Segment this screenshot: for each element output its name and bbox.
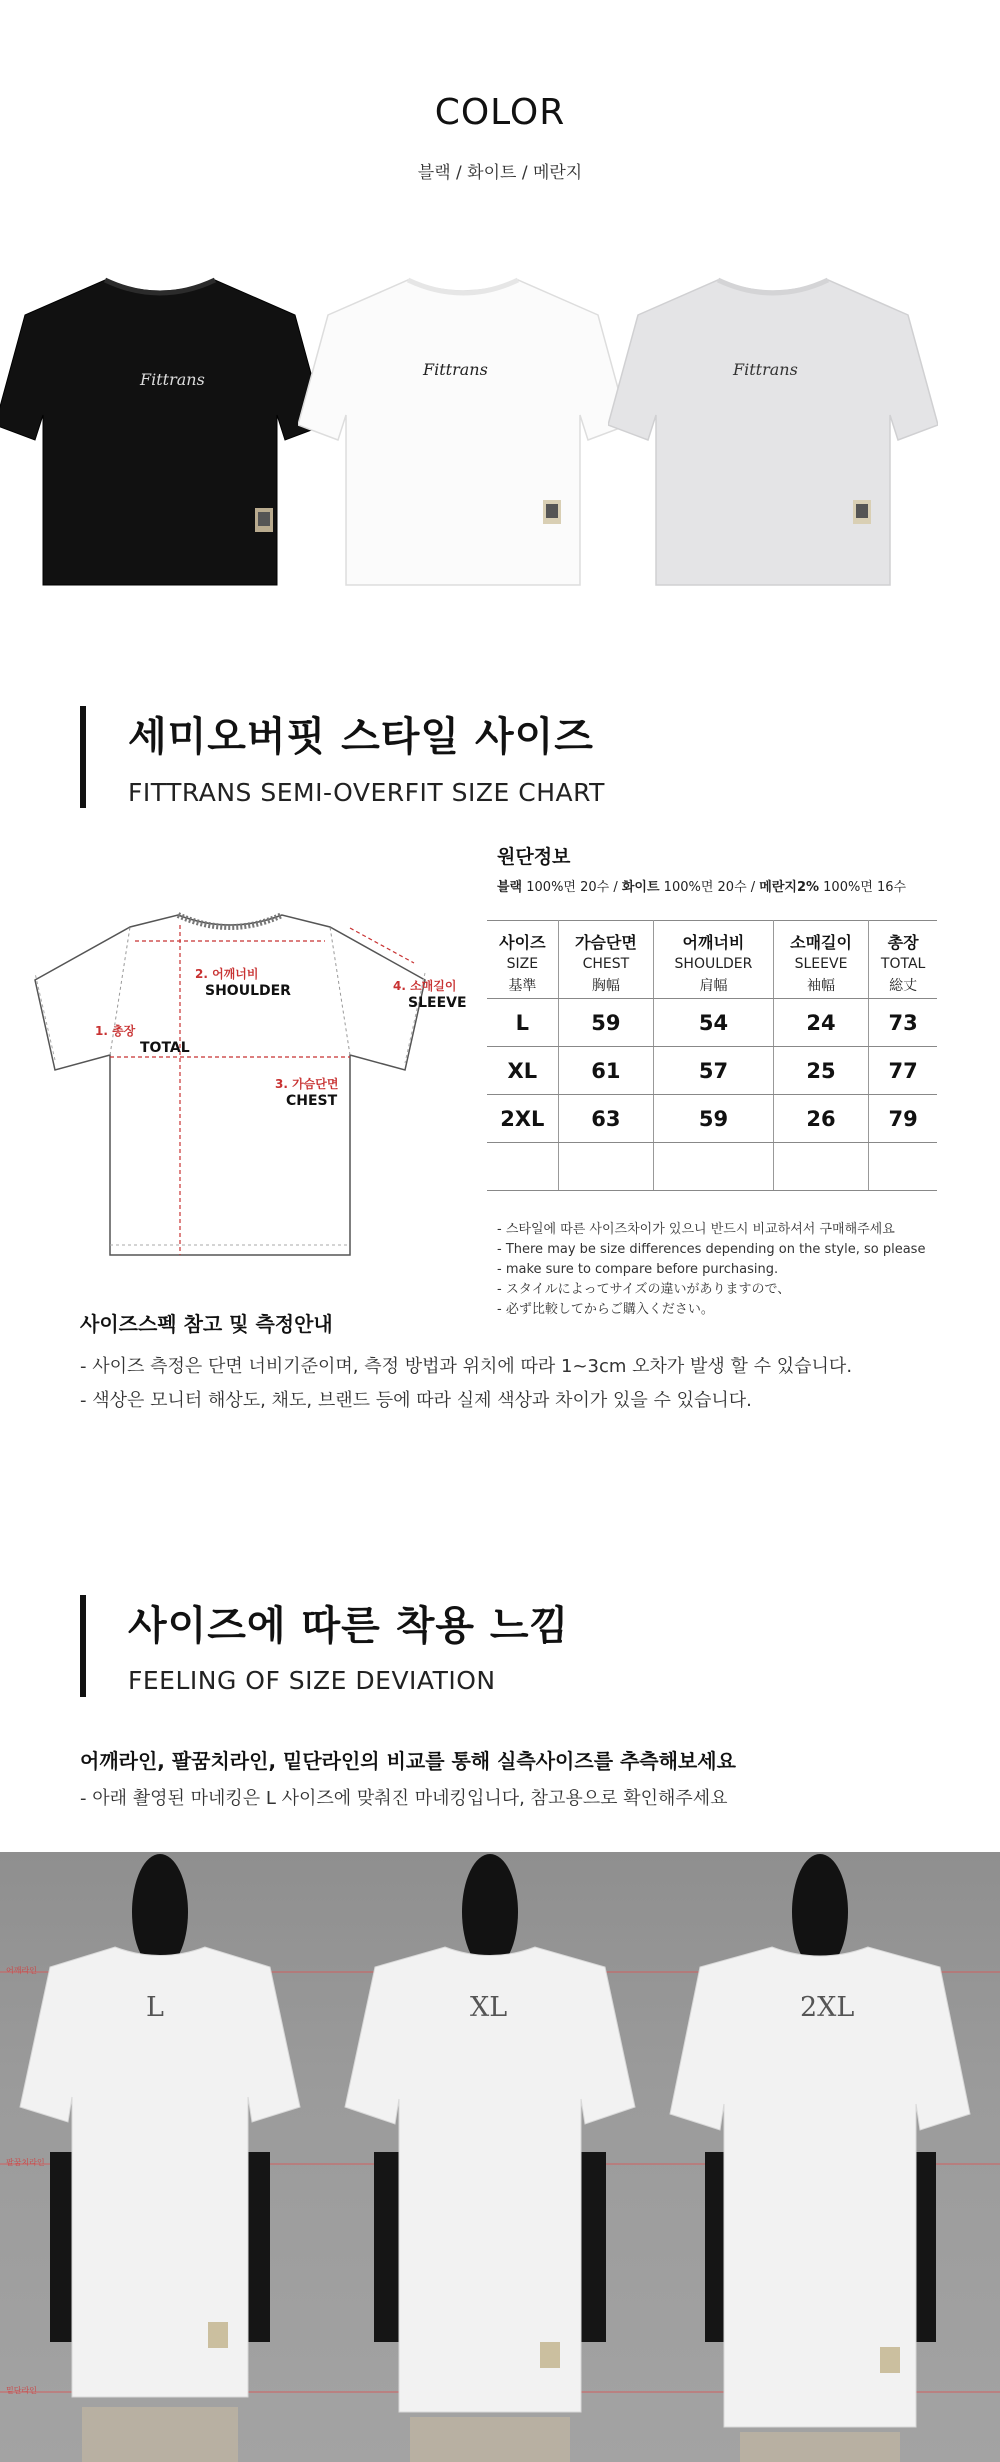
melange-tshirt-image (608, 260, 938, 590)
header-ko: 소매길이 (790, 933, 852, 952)
measurement-guide-line: - 사이즈 측정은 단면 너비기준이며, 측정 방법과 위치에 따라 1~3cm 오차가 발생 할 수 있습니다. (80, 1356, 853, 1377)
measurement-guide-title: 사이즈스펙 참고 및 측정안내 (80, 1312, 333, 1336)
fabric-color-white: 화이트 (621, 880, 660, 895)
table-cell: 77 (869, 1047, 937, 1095)
fabric-spec-melange: 100%면 16수 (819, 880, 907, 895)
shoulder-header-cell (654, 921, 774, 999)
photo-size-label-2xl: 2XL (800, 1992, 855, 2023)
color-options-text: 블랙 / 화이트 / 메란지 (417, 163, 583, 183)
header-ko: 가슴단면 (574, 933, 637, 952)
header-en: TOTAL (880, 956, 926, 972)
chest-label-ko: 3. 가슴단면 (275, 1077, 339, 1091)
table-cell: XL (487, 1047, 558, 1095)
hem-line-label: 밑단라인 (6, 2386, 37, 2395)
svg-text:Fittrans: Fittrans (733, 360, 798, 379)
size-table (487, 920, 937, 1191)
header-ko: 어깨너비 (682, 933, 745, 952)
shoulder-label-en: SHOULDER (205, 983, 291, 999)
size-header-cell (487, 921, 558, 999)
table-cell: 2XL (487, 1095, 558, 1143)
table-cell: 73 (869, 999, 937, 1047)
table-cell: 26 (773, 1095, 868, 1143)
table-cell (487, 1143, 558, 1191)
table-cell: 59 (558, 999, 653, 1047)
elbow-line-label: 팔꿈치라인 (6, 2158, 45, 2167)
header-en: SLEEVE (794, 956, 848, 972)
table-cell: 25 (773, 1047, 868, 1095)
note-line: - make sure to compare before purchasing. (497, 1262, 779, 1277)
section-accent-bar (80, 1595, 86, 1697)
header-jp: 胸幅 (591, 978, 620, 994)
black-tshirt-image (0, 260, 325, 590)
table-cell (558, 1143, 653, 1191)
size-table-header-row (487, 921, 937, 999)
chest-label-en: CHEST (286, 1093, 338, 1109)
measurement-guide-line: - 색상은 모니터 해상도, 채도, 브랜드 등에 따라 실제 색상과 차이가 있을 수 있습니다. (80, 1390, 752, 1411)
table-cell: 63 (558, 1095, 653, 1143)
feeling-instruction-line: - 아래 촬영된 마네킹은 L 사이즈에 맞춰진 마네킹입니다, 참고용으로 확인해주세요 (80, 1788, 728, 1809)
sleeve-label-ko: 4. 소매길이 (393, 979, 457, 993)
chest-header-cell (558, 921, 653, 999)
size-row-empty (487, 1143, 937, 1191)
header-ko: 총장 (887, 933, 919, 952)
header-jp: 総丈 (889, 978, 918, 994)
note-line: - There may be size differences depending on the style, so please (497, 1242, 926, 1257)
header-jp: 基準 (508, 978, 537, 994)
photo-size-label-l: L (146, 1992, 164, 2023)
header-jp: 肩幅 (699, 978, 728, 994)
table-cell (654, 1143, 774, 1191)
fabric-color-melange: 메란지2% (759, 880, 820, 895)
shoulder-label-ko: 2. 어깨너비 (195, 967, 259, 981)
size-row-2xl (487, 1095, 937, 1143)
header-ko: 사이즈 (499, 933, 546, 952)
table-cell: 61 (558, 1047, 653, 1095)
header-en: CHEST (582, 956, 630, 972)
size-section-title: 세미오버핏 스타일 사이즈 (128, 714, 594, 760)
note-line: - スタイルによってサイズの違いがありますので、 (497, 1282, 791, 1297)
feeling-section-title: 사이즈에 따른 착용 느낌 (128, 1603, 570, 1649)
feeling-section-subtitle: FEELING OF SIZE DEVIATION (128, 1666, 496, 1695)
table-cell: 59 (654, 1095, 774, 1143)
size-row-xl (487, 1047, 937, 1095)
size-section-subtitle: FITTRANS SEMI-OVERFIT SIZE CHART (128, 778, 605, 807)
measurement-diagram (30, 905, 467, 1275)
fabric-info-line (497, 876, 906, 895)
fabric-color-black: 블랙 (497, 880, 523, 895)
table-cell: L (487, 999, 558, 1047)
photo-size-label-xl: XL (470, 1992, 508, 2023)
svg-text:Fittrans: Fittrans (423, 360, 488, 379)
table-cell (773, 1143, 868, 1191)
sleeve-label-en: SLEEVE (408, 995, 467, 1011)
mannequin-comparison-photo (0, 1852, 1000, 2462)
svg-text:Fittrans: Fittrans (140, 370, 205, 389)
header-jp: 袖幅 (807, 978, 836, 994)
table-cell: 79 (869, 1095, 937, 1143)
total-header-cell (869, 921, 937, 999)
note-line: - 必ず比較してからご購入ください。 (497, 1302, 714, 1317)
table-cell (869, 1143, 937, 1191)
table-cell: 24 (773, 999, 868, 1047)
total-label-ko: 1. 총장 (95, 1024, 136, 1038)
total-label-en: TOTAL (140, 1040, 190, 1056)
table-cell: 57 (654, 1047, 774, 1095)
fabric-spec-white: 100%면 20수 / (659, 880, 760, 895)
shoulder-line-label: 어깨라인 (6, 1966, 37, 1975)
fabric-spec-black: 100%면 20수 / (522, 880, 622, 895)
table-cell: 54 (654, 999, 774, 1047)
note-line: - 스타일에 따른 사이즈차이가 있으니 반드시 비교하셔서 구매해주세요 (497, 1222, 895, 1237)
white-tshirt-image (298, 260, 628, 590)
header-en: SHOULDER (674, 956, 753, 972)
size-row-l (487, 999, 937, 1047)
size-notes (497, 1220, 925, 1320)
feeling-instruction-bold: 어깨라인, 팔꿈치라인, 밑단라인의 비교를 통해 실측사이즈를 추측해보세요 (80, 1749, 736, 1773)
sleeve-header-cell (773, 921, 868, 999)
header-en: SIZE (506, 956, 539, 972)
fabric-info-title: 원단정보 (497, 846, 571, 868)
color-section-title: COLOR (434, 92, 566, 133)
section-accent-bar (80, 706, 86, 808)
